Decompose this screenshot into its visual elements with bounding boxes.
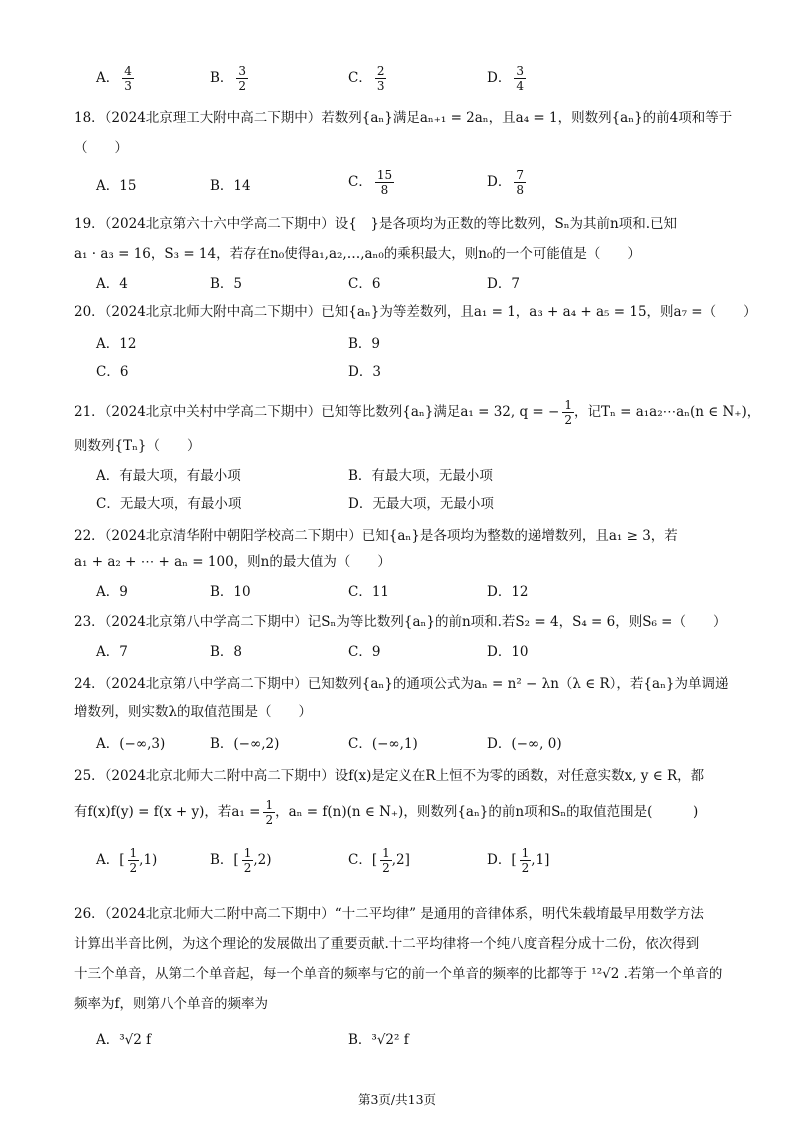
q22-stem: 22．（2024北京清华附中朝阳学校高二下期中）已知{aₙ}是各项均为整数的递增数列，且a₁ ≥ 3，若 [74, 528, 678, 544]
q18-stem-2: （ ） [74, 140, 128, 156]
q25-option-b[interactable]: B．[ $\frac{1}{2}$ ,2) [210, 846, 272, 875]
fraction: $\frac{3}{4}$ [516, 64, 524, 93]
fraction: $\frac{1}{2}$ [243, 846, 252, 875]
fraction: $\frac{2}{3}$ [376, 64, 385, 93]
q19-option-b[interactable]: B．5 [210, 276, 243, 292]
q21-option-d[interactable]: D．无最大项，无最小项 [348, 496, 494, 512]
fraction: $\frac{4}{3}$ [124, 64, 132, 93]
q23-option-c[interactable]: C．9 [348, 644, 381, 660]
fraction: $\frac{1}{2}$ [265, 798, 274, 827]
fraction: $\frac{7}{8}$ [516, 168, 524, 197]
q22-option-a[interactable]: A．9 [96, 584, 128, 600]
q17-option-a[interactable]: A． $\frac{4}{3}$ [96, 64, 132, 93]
q24-option-b[interactable]: B．(−∞,2) [210, 736, 280, 752]
fraction: $\frac{1}{2}$ [382, 846, 390, 875]
q26-option-a[interactable]: A．³√2 f [96, 1032, 152, 1048]
q22-option-d[interactable]: D．12 [487, 584, 529, 600]
q19-option-c[interactable]: C．6 [348, 276, 381, 292]
fraction: $\frac{15}{8}$ [376, 168, 393, 197]
q26-option-b[interactable]: B．³√2² f [348, 1032, 409, 1048]
q23-option-a[interactable]: A．7 [96, 644, 128, 660]
q19-option-a[interactable]: A．4 [96, 276, 128, 292]
q23-stem: 23．（2024北京第八中学高二下期中）记Sₙ为等比数列{aₙ}的前n项和.若S₂ = 4，S₄ = 6，则S₆ =（ ） [74, 614, 727, 630]
q26-line-1: 26．（2024北京北师大二附中高二下期中）“十二平均律” 是通用的音律体系，明代朱载堉最早用数学方法 [74, 906, 704, 922]
q18-option-a[interactable]: A．15 [96, 178, 137, 194]
q23-option-d[interactable]: D．10 [487, 644, 529, 660]
q20-stem: 20．（2024北京北师大附中高二下期中）已知{aₙ}为等差数列，且a₁ = 1，a₃ + a₄ + a₅ = 15，则a₇ =（ ） [74, 304, 757, 320]
q18-option-d[interactable]: D． $\frac{7}{8}$ [487, 168, 524, 197]
q22-option-c[interactable]: C．11 [348, 584, 390, 600]
q24-option-d[interactable]: D．(−∞, 0) [487, 736, 562, 752]
q24-stem: 24．（2024北京第八中学高二下期中）已知数列{aₙ}的通项公式为aₙ = n² − λn（λ ∈ R），若{aₙ}为单调递 [74, 676, 729, 692]
fraction: $\frac{1}{2}$ [564, 398, 572, 427]
q22-stem-2: a₁ + a₂ + ⋯ + aₙ = 100，则n的最大值为（ ） [74, 554, 391, 570]
page-number: 第3页/共13页 [357, 1092, 437, 1107]
q19-stem: 19．（2024北京第六十六中学高二下期中）设{ }是各项均为正数的等比数列，Sₙ为其前n项和.已知 [74, 216, 678, 232]
fraction: $\frac{3}{2}$ [238, 64, 247, 93]
q23-option-b[interactable]: B．8 [210, 644, 243, 660]
q25-option-a[interactable]: A．[ $\frac{1}{2}$ ,1) [96, 846, 158, 875]
q20-option-c[interactable]: C．6 [96, 364, 129, 380]
q17-option-b[interactable]: B． $\frac{3}{2}$ [210, 64, 247, 93]
q21-option-b[interactable]: B．有最大项，无最小项 [348, 468, 493, 484]
q24-option-c[interactable]: C．(−∞,1) [348, 736, 418, 752]
q20-option-b[interactable]: B．9 [348, 336, 381, 352]
q24-stem-2: 增数列，则实数λ的取值范围是（ ） [74, 704, 313, 720]
q26-line-2: 计算出半音比例，为这个理论的发展做出了重要贡献.十二平均律将一个纯八度音程分成十二份，依次得到 [74, 936, 700, 952]
q19-stem-2: a₁ · a₃ = 16，S₃ = 14，若存在n₀使得a₁,a₂,…,aₙ₀的乘积最大，则n₀的一个可能值是（ ） [74, 246, 641, 262]
q21-stem: 21．（2024北京中关村中学高二下期中）已知等比数列{aₙ}满足a₁ = 32, q = − $\frac{1}{2}$ ，记Tₙ = a₁a₂⋯aₙ(n ∈ N₊)， [74, 398, 761, 427]
fraction: $\frac{1}{2}$ [129, 846, 138, 875]
q18-option-c[interactable]: C． $\frac{15}{8}$ [348, 168, 393, 197]
q25-stem-2: 有f(x)f(y) = f(x + y)，若a₁ = $\frac{1}{2}$ ，aₙ = f(n)(n ∈ N₊)，则数列{aₙ}的前n项和Sₙ的取值范围是( ) [74, 798, 699, 827]
q20-option-d[interactable]: D．3 [348, 364, 381, 380]
q24-option-a[interactable]: A．(−∞,3) [96, 736, 166, 752]
q25-option-c[interactable]: C．[ $\frac{1}{2}$ ,2] [348, 846, 410, 875]
q25-stem: 25．（2024北京北师大二附中高二下期中）设f(x)是定义在R上恒不为零的函数，对任意实数x, y ∈ R，都 [74, 768, 705, 784]
q17-option-c[interactable]: C． $\frac{2}{3}$ [348, 64, 385, 93]
q26-line-4: 频率为f，则第八个单音的频率为 [74, 996, 268, 1012]
q17-option-d[interactable]: D． $\frac{3}{4}$ [487, 64, 524, 93]
q26-line-3: 十三个单音，从第二个单音起，每一个单音的频率与它的前一个单音的频率的比都等于 ¹²√2 .若第一个单音的 [74, 966, 723, 982]
q19-option-d[interactable]: D．7 [487, 276, 520, 292]
q18-option-b[interactable]: B．14 [210, 178, 251, 194]
q25-option-d[interactable]: D．[ $\frac{1}{2}$ ,1] [487, 846, 550, 875]
q20-option-a[interactable]: A．12 [96, 336, 137, 352]
q18-stem: 18．（2024北京理工大附中高二下期中）若数列{aₙ}满足aₙ₊₁ = 2aₙ，且a₄ = 1，则数列{aₙ}的前4项和等于 [74, 110, 733, 126]
q21-option-a[interactable]: A．有最大项，有最小项 [96, 468, 241, 484]
q22-option-b[interactable]: B．10 [210, 584, 251, 600]
q21-stem-2: 则数列{Tₙ}（ ） [74, 438, 201, 454]
fraction: $\frac{1}{2}$ [521, 846, 530, 875]
q21-option-c[interactable]: C．无最大项，有最小项 [96, 496, 242, 512]
